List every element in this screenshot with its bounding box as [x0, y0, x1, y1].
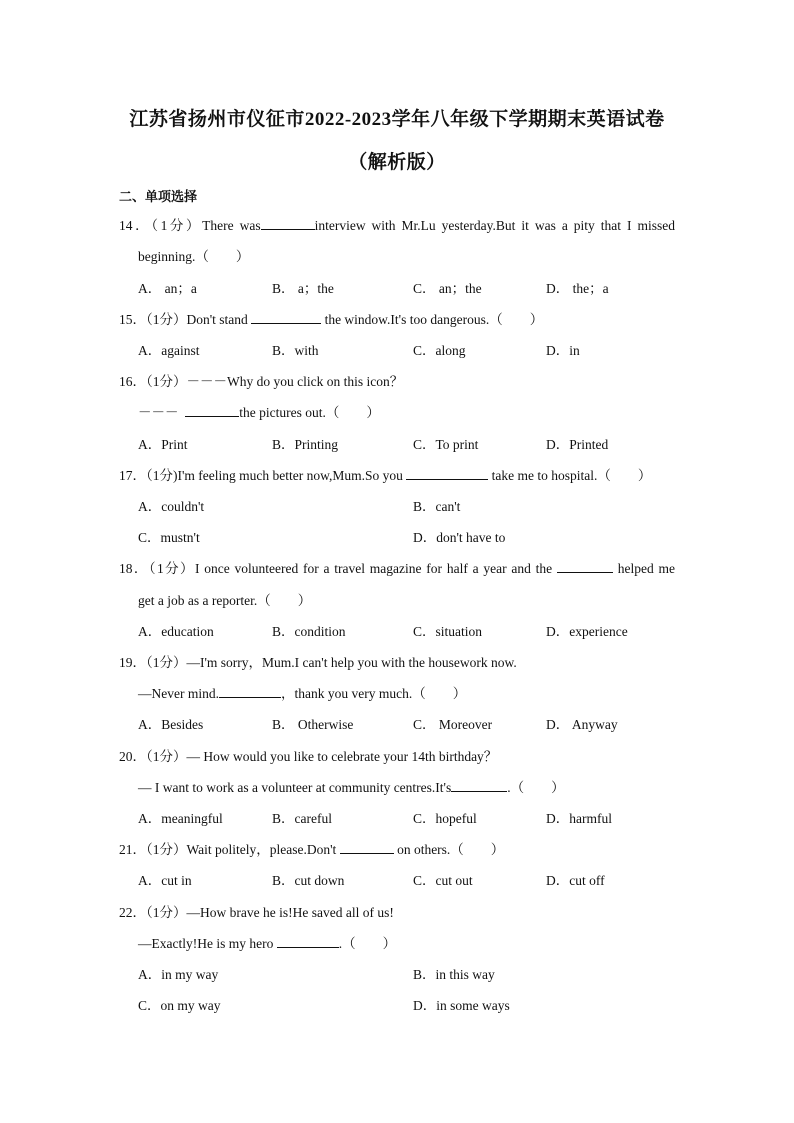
option-d[interactable]: D．harmful	[546, 811, 612, 826]
question-16-line-1: 16．（1分）－－－Why do you click on this icon？	[119, 374, 404, 389]
question-20-options	[138, 810, 675, 828]
question-14-line-2: beginning.（ ）	[138, 249, 250, 264]
question-21-options	[138, 872, 675, 890]
option-c[interactable]: C．situation	[413, 624, 483, 639]
option-c[interactable]: C．along	[413, 343, 466, 358]
option-b[interactable]: B．cut down	[272, 873, 345, 888]
question-19-line-2: —Never mind. ，thank you very much.（ ）	[138, 686, 467, 701]
question-22-options-row-2	[138, 997, 675, 1015]
question-20-line-1: 20．（1分）— How would you like to celebrate your 14th birthday？	[119, 749, 498, 764]
option-b[interactable]: B．with	[272, 343, 319, 358]
option-b[interactable]: B． Otherwise	[272, 717, 354, 732]
question-14-line-1: 14．（1分）There was interview with Mr.Lu yesterday.But it was a pity that I missed	[119, 218, 675, 233]
question-16-options	[138, 436, 675, 454]
option-a[interactable]: A．education	[138, 624, 214, 639]
option-c[interactable]: C． Moreover	[413, 717, 493, 732]
question-19-options	[138, 716, 675, 734]
option-a[interactable]: A．cut in	[138, 873, 192, 888]
question-21-line-1: 21．（1分）Wait politely，please.Don't on others.（ ）	[119, 842, 505, 857]
option-b[interactable]: B．careful	[272, 811, 332, 826]
option-a[interactable]: A． an；a	[138, 281, 197, 296]
question-15-options	[138, 342, 675, 360]
option-d[interactable]: D． Anyway	[546, 717, 618, 732]
option-a[interactable]: A．in my way	[138, 967, 219, 982]
option-c[interactable]: C．To print	[413, 437, 479, 452]
question-17-options-row-1	[138, 498, 675, 516]
answer-blank	[185, 404, 239, 417]
option-c[interactable]: C．cut out	[413, 873, 473, 888]
question-22-line-2: —Exactly!He is my hero .（ ）	[138, 936, 397, 951]
option-d[interactable]: D．experience	[546, 624, 628, 639]
question-17-line-1: 17．（1分)I'm feeling much better now,Mum.So you take me to hospital.（ ）	[119, 468, 652, 483]
option-d[interactable]: D．Printed	[546, 437, 609, 452]
question-17-options-row-2	[138, 529, 675, 547]
option-c[interactable]: C． an；the	[413, 281, 482, 296]
option-b[interactable]: B． a；the	[272, 281, 334, 296]
option-d[interactable]: D．in	[546, 343, 580, 358]
question-16-line-2: －－－ the pictures out.（ ）	[138, 405, 380, 420]
title-line-2: （解析版）	[348, 152, 446, 173]
option-a[interactable]: A．meaningful	[138, 811, 223, 826]
option-a[interactable]: A．couldn't	[138, 499, 205, 514]
question-18-line-2: get a job as a reporter.（ ）	[138, 593, 312, 608]
title-line-1: 江苏省扬州市仪征市2022-2023学年八年级下学期期末英语试卷	[129, 109, 665, 130]
answer-blank	[261, 217, 315, 230]
answer-blank	[277, 935, 339, 948]
option-d[interactable]: D．cut off	[546, 873, 605, 888]
answer-blank	[451, 779, 507, 792]
option-b[interactable]: B．in this way	[413, 967, 495, 982]
option-c[interactable]: C．on my way	[138, 998, 221, 1013]
option-c[interactable]: C．mustn't	[138, 530, 200, 545]
question-20-line-2: — I want to work as a volunteer at community centres.It's .（ ）	[138, 780, 565, 795]
option-d[interactable]: D．in some ways	[413, 998, 510, 1013]
question-22-options-row-1	[138, 966, 675, 984]
section-heading: 二、单项选择	[119, 190, 198, 205]
option-b[interactable]: B．Printing	[272, 437, 339, 452]
question-19-line-1: 19．（1分）—I'm sorry，Mum.I can't help you with the housework now.	[119, 655, 517, 670]
option-d[interactable]: D． the；a	[546, 281, 609, 296]
answer-blank	[406, 467, 488, 480]
question-14-options	[138, 280, 675, 298]
question-18-line-1: 18．（1分）I once volunteered for a travel magazine for half a year and the helped me	[119, 561, 676, 576]
option-c[interactable]: C．hopeful	[413, 811, 477, 826]
answer-blank	[219, 685, 281, 698]
option-a[interactable]: A．Besides	[138, 717, 204, 732]
answer-blank	[340, 841, 394, 854]
option-a[interactable]: A．against	[138, 343, 200, 358]
option-b[interactable]: B．can't	[413, 499, 461, 514]
question-22-line-1: 22．（1分）—How brave he is!He saved all of us!	[119, 905, 394, 920]
option-a[interactable]: A．Print	[138, 437, 188, 452]
option-d[interactable]: D．don't have to	[413, 530, 506, 545]
question-15-line-1: 15．（1分）Don't stand the window.It's too dangerous.（ ）	[119, 312, 544, 327]
question-18-options	[138, 623, 675, 641]
answer-blank	[251, 311, 321, 324]
option-b[interactable]: B．condition	[272, 624, 346, 639]
answer-blank	[557, 560, 613, 573]
